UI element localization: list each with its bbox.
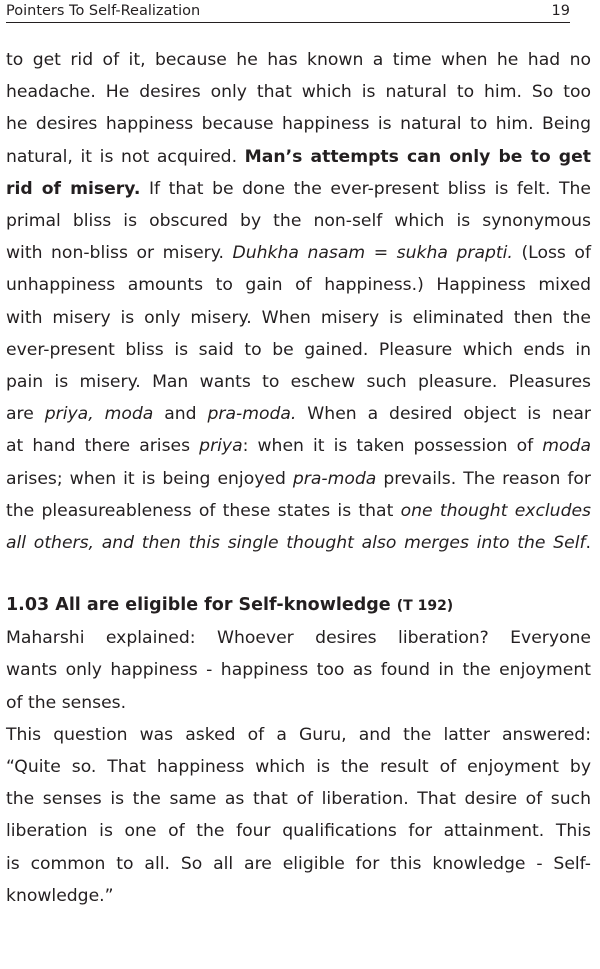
text-run: If that be done the ever-present bliss is felt. The: [140, 178, 592, 199]
page-number: 19: [551, 3, 570, 19]
text-line: [6, 173, 591, 205]
text-line: [6, 430, 591, 462]
italic-term: priya: [199, 436, 243, 457]
text-line: “Quite so. That happiness which is the result of enjoyment by: [6, 757, 591, 778]
text-line: [6, 463, 591, 495]
text-line: unhappiness amounts to gain of happiness.) Happiness mixed: [6, 275, 591, 296]
text-line: [6, 495, 591, 527]
text-run: .: [585, 533, 591, 554]
text-run: are: [6, 404, 45, 425]
text-run: with non-bliss or misery.: [6, 243, 233, 264]
italic-term: Duhkha nasam = sukha prapti.: [232, 243, 513, 264]
page-header: [6, 0, 570, 23]
page-body: [6, 44, 591, 912]
section-reference: (T 192): [396, 598, 454, 615]
italic-term: moda: [542, 436, 591, 457]
running-title: Pointers To Self-Realization: [6, 3, 201, 19]
text-run: arises; when it is being enjoyed: [6, 468, 293, 489]
text-run: at hand there arises: [6, 436, 200, 457]
text-line: to get rid of it, because he has known a time when he had no: [6, 50, 591, 70]
italic-term: priya, moda: [44, 404, 154, 425]
text-line: headache. He desires only that which is natural to him. So too: [6, 82, 591, 103]
text-line: wants only happiness - happiness too as found in the enjoyment: [6, 660, 591, 681]
text-run: and: [153, 404, 208, 425]
italic-emphasis: all others, and then this single thought also merges into the Self: [6, 533, 586, 554]
text-line: primal bliss is obscured by the non-self which is synonymous: [6, 211, 591, 232]
text-line: he desires happiness because happiness is natural to him. Being: [6, 114, 591, 135]
text-line: is common to all. So all are eligible for this knowledge - Self-: [6, 853, 591, 874]
text-run: the pleasureableness of these states is that: [6, 500, 401, 521]
text-line: [6, 398, 591, 430]
bold-emphasis: rid of misery.: [6, 178, 141, 199]
text-line: knowledge.”: [6, 885, 114, 906]
paragraph-3: [6, 719, 591, 912]
text-line: of the senses.: [6, 692, 127, 713]
section-heading: [6, 589, 591, 622]
text-line: [6, 141, 591, 173]
italic-term: pra-moda: [292, 468, 377, 489]
text-run: (Loss of: [512, 243, 592, 264]
text-line: Maharshi explained: Whoever desires liberation? Everyone: [6, 628, 591, 649]
italic-term: pra-moda.: [207, 404, 297, 425]
text-line: liberation is one of the four qualifications for attainment. This: [6, 821, 591, 842]
text-line: [6, 237, 591, 269]
text-line: ever-present bliss is said to be gained. Pleasure which ends in: [6, 339, 591, 360]
text-run: : when it is taken possession of: [242, 436, 543, 457]
text-line: with misery is only misery. When misery is eliminated then the: [6, 307, 591, 328]
text-run: prevails. The reason for: [376, 468, 591, 489]
text-run: natural, it is not acquired.: [6, 146, 245, 167]
text-line: the senses is the same as that of liberation. That desire of such: [6, 789, 591, 810]
paragraph-2: [6, 622, 591, 719]
text-line: pain is misery. Man wants to eschew such pleasure. Pleasures: [6, 372, 591, 393]
text-run: When a desired object is near: [296, 404, 591, 425]
paragraph-1: [6, 44, 591, 559]
italic-emphasis: one thought excludes: [400, 500, 592, 521]
text-line: [6, 527, 591, 559]
text-line: This question was asked of a Guru, and the latter answered:: [6, 724, 591, 745]
bold-emphasis: Man’s attempts can only be to get: [244, 146, 591, 167]
section-title: 1.03 All are eligible for Self-knowledge: [6, 595, 391, 616]
